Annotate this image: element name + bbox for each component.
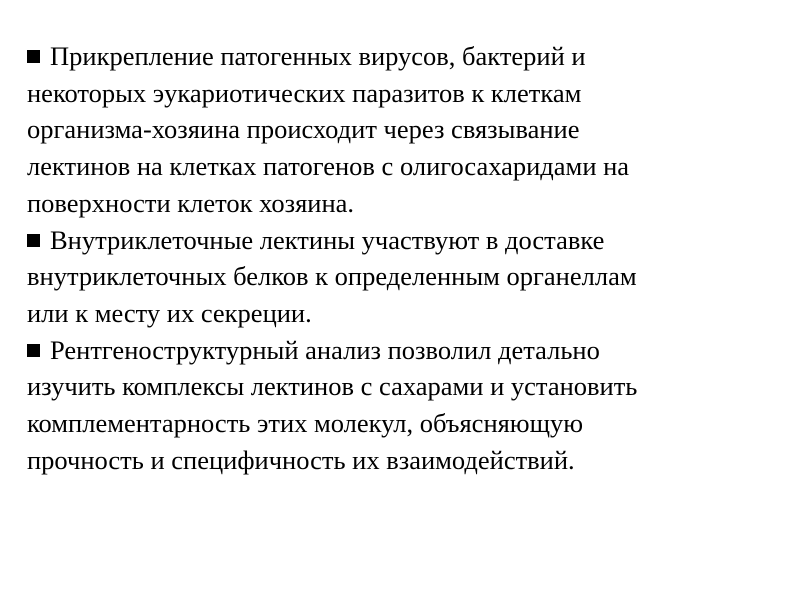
- square-bullet-icon: [27, 234, 40, 247]
- text-line: или к месту их секреции.: [27, 297, 312, 328]
- text-line: изучить комплексы лектинов с сахарами и установить: [27, 371, 638, 402]
- bullet-paragraph-intracellular-lectins: [27, 222, 787, 332]
- text-line: организма-хозяина происходит через связывание: [27, 114, 580, 145]
- text-line: Прикрепление патогенных вирусов, бактерий и: [27, 38, 787, 75]
- text-line: прочность и специфичность их взаимодействий.: [27, 444, 575, 475]
- text-line: некоторых эукариотических паразитов к клеткам: [27, 77, 582, 108]
- bullet-paragraph-xray-analysis: [27, 332, 787, 479]
- text-line: внутриклеточных белков к определенным органеллам: [27, 261, 637, 292]
- text-line: комплементарность этих молекул, объясняющую: [27, 408, 584, 439]
- text-line: поверхности клеток хозяина.: [27, 187, 355, 218]
- text-line: лектинов на клетках патогенов с олигосахаридами на: [27, 151, 630, 182]
- text-line: Внутриклеточные лектины участвуют в доставке: [27, 222, 787, 259]
- text-line: Рентгеноструктурный анализ позволил детально: [27, 332, 787, 369]
- square-bullet-icon: [27, 50, 40, 63]
- slide-body: [27, 38, 787, 478]
- square-bullet-icon: [27, 344, 40, 357]
- bullet-paragraph-lectin-pathogens: [27, 38, 787, 222]
